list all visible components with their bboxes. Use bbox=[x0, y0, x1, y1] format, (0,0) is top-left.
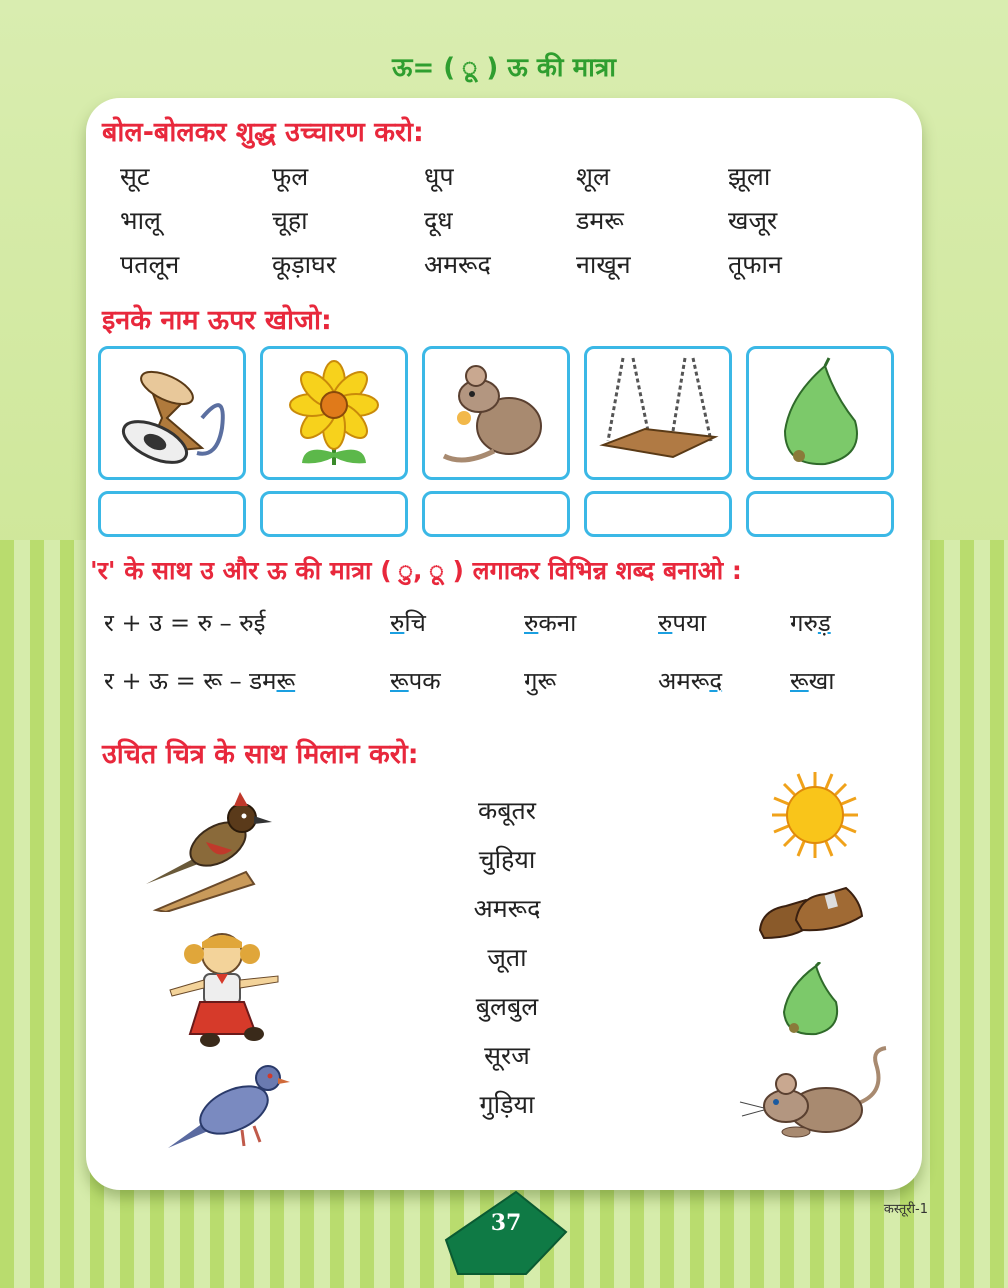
section4-heading: उचित चित्र के साथ मिलान करो: bbox=[102, 739, 419, 770]
word-cell: सूट bbox=[120, 162, 150, 191]
picture-box bbox=[746, 346, 894, 480]
word-cell: झूला bbox=[728, 162, 771, 191]
word-cell: दूध bbox=[424, 206, 453, 235]
pronunciation-word-grid bbox=[120, 158, 880, 284]
picture-box bbox=[98, 346, 246, 480]
word-cell: चूहा bbox=[272, 206, 308, 235]
flower-icon bbox=[274, 353, 394, 473]
sun-icon bbox=[770, 770, 860, 860]
word-cell: कूड़ाघर bbox=[272, 250, 337, 279]
match-word: बुलबुल bbox=[475, 992, 539, 1021]
answer-box[interactable] bbox=[260, 491, 408, 537]
page-title: ऊ= ( ू ) ऊ की मात्रा bbox=[392, 53, 616, 83]
answer-box[interactable] bbox=[98, 491, 246, 537]
picture-box bbox=[260, 346, 408, 480]
answer-box[interactable] bbox=[746, 491, 894, 537]
swing-icon bbox=[593, 353, 723, 473]
word-cell: फूल bbox=[272, 162, 309, 191]
word-cell: डमरू bbox=[576, 206, 624, 235]
roo-formula: र + ऊ = रू – डमरू bbox=[104, 667, 296, 695]
doll-icon bbox=[160, 930, 290, 1050]
word-cell: खजूर bbox=[728, 206, 778, 235]
guava-icon bbox=[772, 962, 844, 1038]
match-word: चुहिया bbox=[478, 845, 536, 874]
answer-box[interactable] bbox=[422, 491, 570, 537]
ru-word: रुकना bbox=[524, 609, 577, 637]
word-cell: शूल bbox=[576, 162, 610, 191]
match-word: जूता bbox=[487, 943, 527, 972]
bulbul-bird-icon bbox=[136, 792, 276, 912]
answer-row bbox=[98, 491, 894, 537]
ru-word: रुपया bbox=[658, 609, 707, 637]
damru-icon bbox=[107, 358, 237, 468]
section3-heading: 'र' के साथ उ और ऊ की मात्रा ( ु, ू ) लगाकर विभिन्न शब्द बनाओ : bbox=[90, 556, 742, 585]
shoes-icon bbox=[756, 880, 868, 944]
roo-word: रूखा bbox=[790, 667, 835, 695]
picture-row bbox=[98, 346, 894, 480]
word-cell: धूप bbox=[424, 162, 454, 191]
word-cell: पतलून bbox=[120, 250, 180, 279]
answer-box[interactable] bbox=[584, 491, 732, 537]
ru-word: रुचि bbox=[390, 609, 426, 637]
word-cell: भालू bbox=[120, 206, 162, 235]
word-cell: नाखून bbox=[576, 250, 631, 279]
ru-formula: र + उ = रु – रुई bbox=[104, 609, 266, 637]
book-name: कस्तूरी-1 bbox=[883, 1202, 928, 1217]
roo-word: रूपक bbox=[390, 667, 441, 695]
mouse-icon bbox=[434, 356, 559, 471]
section2-heading: इनके नाम ऊपर खोजो: bbox=[102, 305, 332, 336]
match-word-list bbox=[462, 788, 552, 1131]
match-word: कबूतर bbox=[478, 796, 536, 825]
section1-heading: बोल-बोलकर शुद्ध उच्चारण करो: bbox=[102, 117, 424, 148]
picture-box bbox=[422, 346, 570, 480]
mouse-icon bbox=[736, 1044, 900, 1144]
roo-word: अमरूद bbox=[658, 667, 723, 695]
roo-word: गुर bbox=[524, 667, 557, 695]
guava-icon bbox=[765, 356, 875, 471]
match-word: गुड़िया bbox=[479, 1090, 535, 1119]
pigeon-icon bbox=[164, 1058, 294, 1158]
picture-box bbox=[584, 346, 732, 480]
word-cell: अमरूद bbox=[424, 250, 491, 279]
word-cell: तूफान bbox=[728, 250, 782, 279]
ru-word: गरुड़ bbox=[790, 609, 831, 637]
match-word: सूरज bbox=[484, 1041, 530, 1070]
match-word: अमरूद bbox=[473, 894, 541, 923]
page-number: 37 bbox=[490, 1210, 522, 1236]
